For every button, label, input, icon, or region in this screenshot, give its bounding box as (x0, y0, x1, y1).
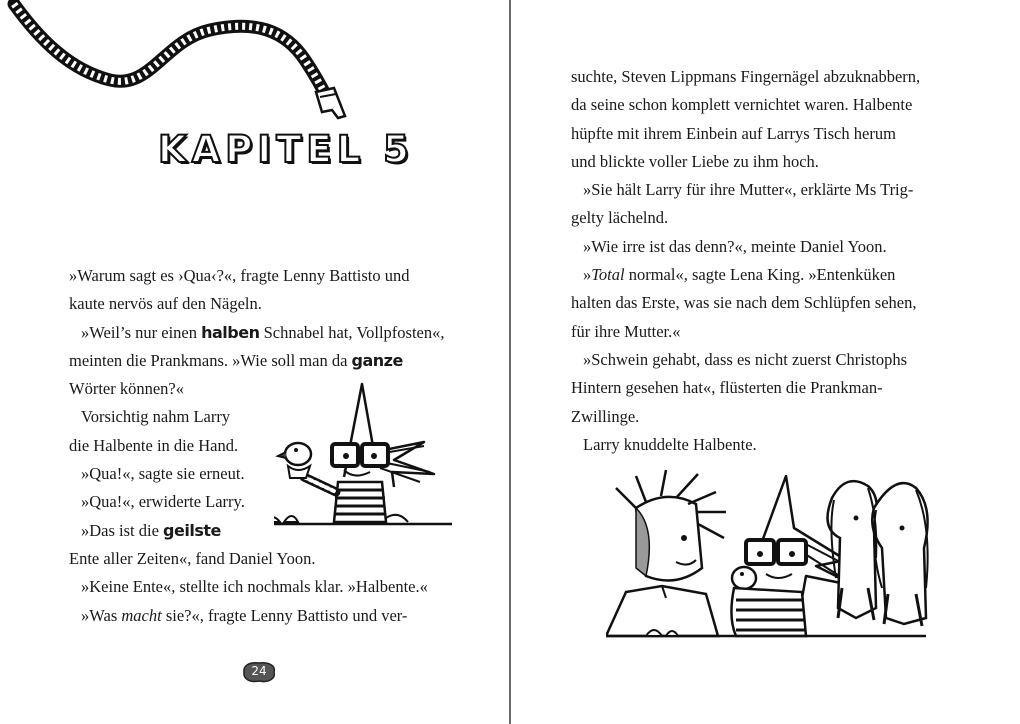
text-line: Larry knuddelte Halbente. (583, 434, 757, 454)
text-line: da seine schon komplett vernichtet waren. Halbente (571, 95, 913, 115)
text-line: und blickte voller Liebe zu ihm hoch. (571, 151, 819, 171)
text-line: »Total normal«, sagte Lena King. »Entenküken (583, 265, 896, 285)
right-page (511, 0, 1020, 724)
text-line: »Keine Ente«, stellte ich nochmals klar. »Halbente.« (81, 577, 428, 597)
text-line: »Schwein gehabt, dass es nicht zuerst Christophs (583, 349, 907, 369)
text-line: kaute nervös auf den Nägeln. (69, 294, 262, 314)
text-line: gelty lächelnd. (571, 208, 669, 228)
text-line: »Qua!«, sagte sie erneut. (81, 464, 245, 484)
right-text-block (571, 63, 920, 459)
text-line: suchte, Steven Lippmans Fingernägel abzuknabbern, (571, 67, 921, 86)
emphasis-geilste: geilste (163, 520, 221, 540)
text-line: »Warum sagt es ›Qua‹?«, fragte Lenny Battisto und (69, 266, 410, 285)
text-line: Zwillinge. (571, 406, 640, 426)
text-line: die Halbente in die Hand. (69, 435, 239, 455)
page-number-badge (241, 660, 277, 684)
text-line: »Wie irre ist das denn?«, meinte Daniel Yoon. (583, 236, 887, 256)
rope-pointing-hand-icon (0, 0, 360, 130)
text-line: »Was macht sie?«, fragte Lenny Battisto und ver- (81, 605, 408, 625)
text-line: »Qua!«, erwiderte Larry. (81, 492, 245, 512)
larry-holding-duck-illustration (274, 382, 454, 542)
text-line: »Sie hält Larry für ihre Mutter«, erklärte Ms Trig- (583, 180, 914, 200)
classmates-group-illustration (606, 468, 936, 648)
text-line: Hintern gesehen hat«, flüsterten die Prankman- (571, 378, 883, 398)
chapter-heading: KAPITEL 5 (158, 128, 414, 171)
page-number: 24 (251, 664, 267, 678)
text-line: Vorsichtig nahm Larry (81, 407, 231, 427)
emphasis-halben: halben (201, 322, 260, 342)
text-line: meinten die Prankmans. »Wie soll man da ganze (69, 350, 403, 370)
text-line: »Das ist die geilste (81, 520, 221, 540)
emphasis-ganze: ganze (351, 350, 403, 370)
text-line: »Weil’s nur einen halben Schnabel hat, Vollpfosten«, (81, 322, 445, 342)
text-line: Ente aller Zeiten«, fand Daniel Yoon. (69, 548, 316, 568)
text-line: hüpfte mit ihrem Einbein auf Larrys Tisch herum (571, 123, 896, 143)
text-line: Wörter können?« (69, 379, 184, 399)
text-line: für ihre Mutter.« (571, 321, 681, 341)
text-line: halten das Erste, was sie nach dem Schlüpfen sehen, (571, 293, 917, 313)
